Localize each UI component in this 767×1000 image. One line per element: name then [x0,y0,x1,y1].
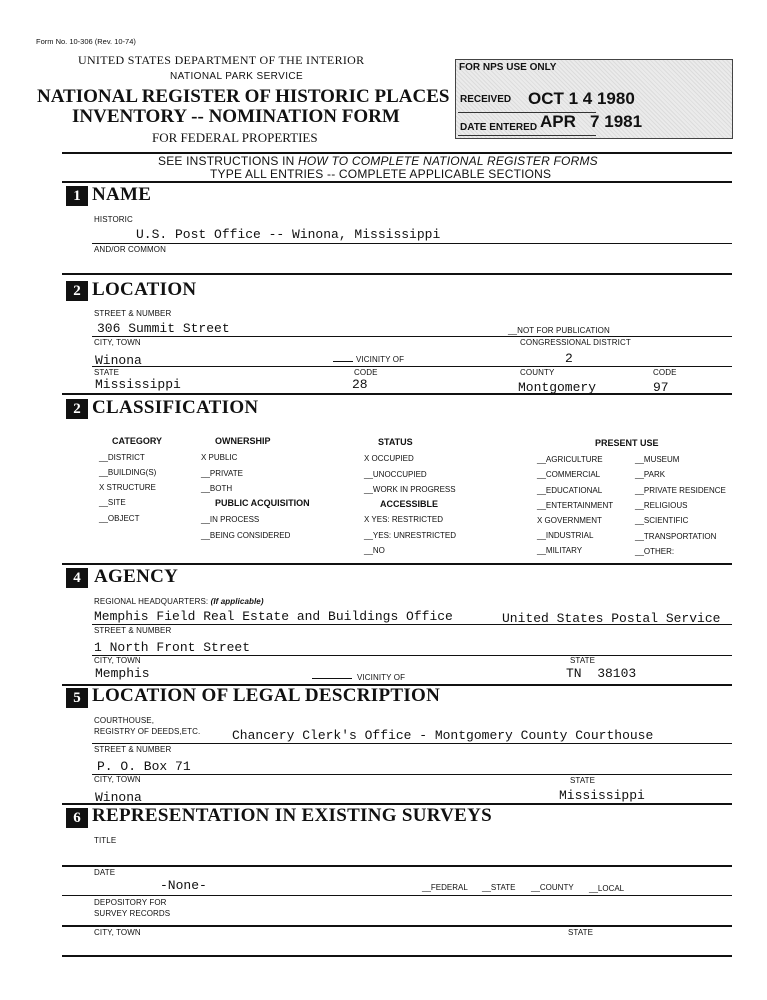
instructions-emphasis: HOW TO COMPLETE NATIONAL REGISTER FORMS [298,154,598,168]
entered-stamp: APR 7 1981 [540,112,643,131]
agency-state-label: STATE [570,656,596,665]
agency-state-value: TN 38103 [566,666,637,681]
congressional-value: 2 [565,351,573,366]
section-4-number: 4 [66,568,88,588]
state-label: STATE [94,368,120,377]
form-subtitle: FOR FEDERAL PROPERTIES [152,130,318,145]
vicinity-line [333,361,353,362]
depository-label-2: SURVEY RECORDS [94,909,171,918]
nps-use-box [455,59,733,139]
hq-value: Memphis Field Real Estate and Buildings Office [94,609,453,624]
instructions-line-1 [158,154,598,168]
code-label: CODE [354,368,378,377]
present-use-option: __TRANSPORTATION [635,532,717,541]
agency-city-label: CITY, TOWN [94,656,141,665]
form-title-2: INVENTORY -- NOMINATION FORM [72,106,400,127]
county-option: __COUNTY [531,883,574,892]
instructions-line-2: TYPE ALL ENTRIES -- COMPLETE APPLICABLE SECTIONS [210,167,552,181]
survey-date-value: -None- [160,878,207,893]
state-option: __STATE [482,883,516,892]
survey-title-label: TITLE [94,836,117,845]
status-heading: STATUS [378,437,413,447]
dept-name: UNITED STATES DEPARTMENT OF THE INTERIOR [78,53,365,67]
agency-street-label: STREET & NUMBER [94,626,172,635]
service-name: NATIONAL PARK SERVICE [170,71,304,82]
present-use-option: __MUSEUM [635,455,680,464]
legal-street-label: STREET & NUMBER [94,745,172,754]
historic-label: HISTORIC [94,215,133,224]
section-6-number: 6 [66,808,88,828]
section-2-number: 2 [66,281,88,301]
section-3-number: 2 [66,399,88,419]
vicinity-line [312,678,352,679]
section-1-number: 1 [66,186,88,206]
received-label: RECEIVED [460,94,512,105]
agency-street-value: 1 North Front Street [94,640,251,655]
depository-city-label: CITY, TOWN [94,928,141,937]
registry-label: REGISTRY OF DEEDS,ETC. [94,727,201,736]
historic-value: U.S. Post Office -- Winona, Mississippi [136,227,441,242]
status-option: __WORK IN PROGRESS [364,485,456,494]
ownership-heading: OWNERSHIP [215,436,271,446]
not-for-publication: __NOT FOR PUBLICATION [508,326,610,335]
survey-date-label: DATE [94,868,116,877]
entered-line [458,135,596,136]
category-option: __DISTRICT [99,453,145,462]
form-number: Form No. 10-306 (Rev. 10-74) [36,37,136,46]
vicinity-label: VICINITY OF [356,355,405,364]
hq-label [94,597,264,606]
congressional-label: CONGRESSIONAL DISTRICT [520,338,631,347]
present-use-option: __MILITARY [537,546,583,555]
code2-label: CODE [653,368,677,377]
nps-label: FOR NPS USE ONLY [459,62,557,73]
legal-city-value: Winona [95,790,142,805]
rule [92,774,732,775]
depository-state-label: STATE [568,928,594,937]
ownership-option: __BOTH [201,484,233,493]
rule [92,624,732,625]
code2-value: 97 [653,380,669,395]
category-option: __SITE [99,498,126,507]
section-2-title: LOCATION [92,279,197,300]
legal-city-label: CITY, TOWN [94,775,141,784]
agency-vicinity-label: VICINITY OF [357,673,406,682]
present-use-option: __AGRICULTURE [537,455,603,464]
rule [92,336,732,337]
legal-state-value: Mississippi [559,788,645,803]
accessible-option: __NO [364,546,385,555]
present-use-heading: PRESENT USE [595,438,659,448]
present-use-option: __COMMERCIAL [537,470,601,479]
rule [92,743,732,744]
received-stamp: OCT 1 4 1980 [528,89,635,108]
rule [62,955,732,957]
rule [92,655,732,656]
rule [62,865,732,867]
city-label: CITY, TOWN [94,338,141,347]
ownership-option: __PRIVATE [201,469,243,478]
section-4-title: AGENCY [94,566,179,587]
rule [62,925,732,927]
hq-note: (If applicable) [210,597,264,606]
category-heading: CATEGORY [112,436,163,446]
federal-option: __FEDERAL [422,883,468,892]
agency-city-value: Memphis [95,666,150,681]
street-value: 306 Summit Street [97,321,230,336]
instructions-text: SEE INSTRUCTIONS IN [158,154,299,168]
category-option: X STRUCTURE [99,483,156,492]
county-value: Montgomery [518,380,597,395]
section-5-title: LOCATION OF LEGAL DESCRIPTION [92,685,441,706]
ownership-option: X PUBLIC [201,453,238,462]
state-value: Mississippi [95,377,181,392]
section-5-number: 5 [66,688,88,708]
present-use-option: __SCIENTIFIC [635,516,689,525]
hq-label-text: REGIONAL HEADQUARTERS: [94,597,209,606]
county-label: COUNTY [520,368,555,377]
present-use-option: __PARK [635,470,666,479]
acquisition-option: __IN PROCESS [201,515,260,524]
rule [62,895,732,896]
accessible-option: __YES: UNRESTRICTED [364,531,457,540]
acquisition-option: __BEING CONSIDERED [201,531,291,540]
local-option: __LOCAL [589,884,625,893]
present-use-option: X GOVERNMENT [537,516,602,525]
rule [92,243,732,244]
rule [62,273,732,275]
legal-state-label: STATE [570,776,596,785]
present-use-option: __INDUSTRIAL [537,531,594,540]
street-label: STREET & NUMBER [94,309,172,318]
rule [62,563,732,565]
section-6-title: REPRESENTATION IN EXISTING SURVEYS [92,805,493,826]
rule [62,393,732,395]
present-use-option: __OTHER: [635,547,675,556]
status-option: __UNOCCUPIED [364,470,427,479]
present-use-option: __PRIVATE RESIDENCE [635,486,726,495]
courthouse-value: Chancery Clerk's Office - Montgomery County Courthouse [232,728,654,743]
section-1-title: NAME [92,184,152,205]
entered-label: DATE ENTERED [460,122,538,133]
category-option: __OBJECT [99,514,140,523]
city-value: Winona [95,353,142,368]
courthouse-label: COURTHOUSE, [94,716,155,725]
code-value: 28 [352,377,368,392]
legal-street-value: P. O. Box 71 [97,759,191,774]
rule [92,366,732,367]
present-use-option: __RELIGIOUS [635,501,688,510]
status-option: X OCCUPIED [364,454,414,463]
received-line [458,112,596,113]
present-use-option: __ENTERTAINMENT [537,501,614,510]
hq-value-2: United States Postal Service [502,611,721,626]
acquisition-heading: PUBLIC ACQUISITION [215,498,310,508]
category-option: __BUILDING(S) [99,468,157,477]
accessible-option: X YES: RESTRICTED [364,515,443,524]
depository-label-1: DEPOSITORY FOR [94,898,167,907]
section-3-title: CLASSIFICATION [92,397,259,418]
common-label: AND/OR COMMON [94,245,166,254]
present-use-option: __EDUCATIONAL [537,486,603,495]
form-title-1: NATIONAL REGISTER OF HISTORIC PLACES [37,86,450,107]
accessible-heading: ACCESSIBLE [380,499,439,509]
rule [62,181,732,183]
